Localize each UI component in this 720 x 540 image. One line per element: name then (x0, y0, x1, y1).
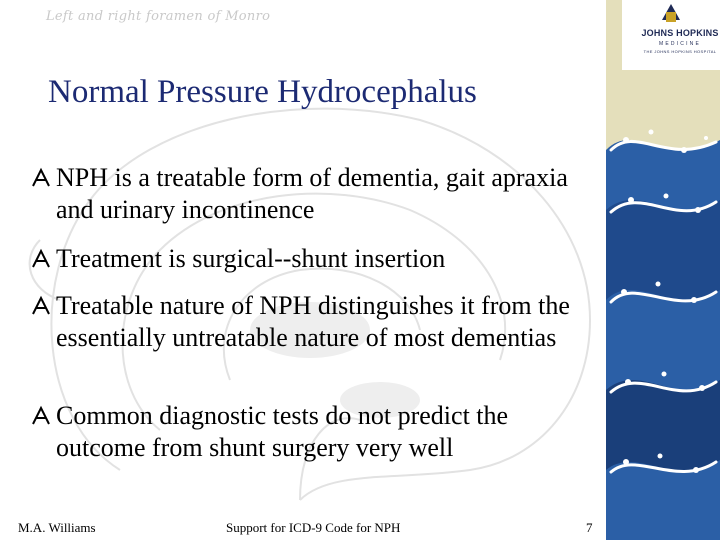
bullet-A-icon (30, 290, 54, 322)
bullet-item (30, 400, 600, 464)
bullet-text: Common diagnostic tests do not predict the outcome from shunt surgery very well (56, 401, 509, 462)
background-caption: Left and right foramen of Monro (46, 9, 271, 24)
bullet-item (30, 290, 600, 386)
slide-title: Normal Pressure Hydrocephalus (48, 74, 477, 110)
bullet-A-icon (30, 400, 54, 432)
page-number: 7 (586, 520, 593, 535)
footer-topic: Support for ICD-9 Code for NPH (226, 520, 401, 535)
logo-tagline: THE JOHNS HOPKINS HOSPITAL (643, 49, 717, 54)
footer-author: M.A. Williams (18, 520, 96, 535)
bullet-text: Treatment is surgical--shunt insertion (56, 244, 446, 273)
bullet-text: NPH is a treatable form of dementia, gait apraxia and urinary incontinence (56, 163, 568, 224)
logo-name: JOHNS HOPKINS (641, 28, 719, 38)
decorative-wave-panel (606, 0, 720, 540)
logo-subname: MEDICINE (658, 41, 702, 47)
bullet-item (30, 162, 600, 226)
bullet-item (30, 243, 600, 275)
bullet-text: Treatable nature of NPH distinguishes it from the essentially untreatable nature of most dementias (56, 291, 570, 352)
bullet-A-icon (30, 243, 54, 275)
bullet-A-icon (30, 162, 54, 194)
bullet-list (30, 162, 600, 464)
